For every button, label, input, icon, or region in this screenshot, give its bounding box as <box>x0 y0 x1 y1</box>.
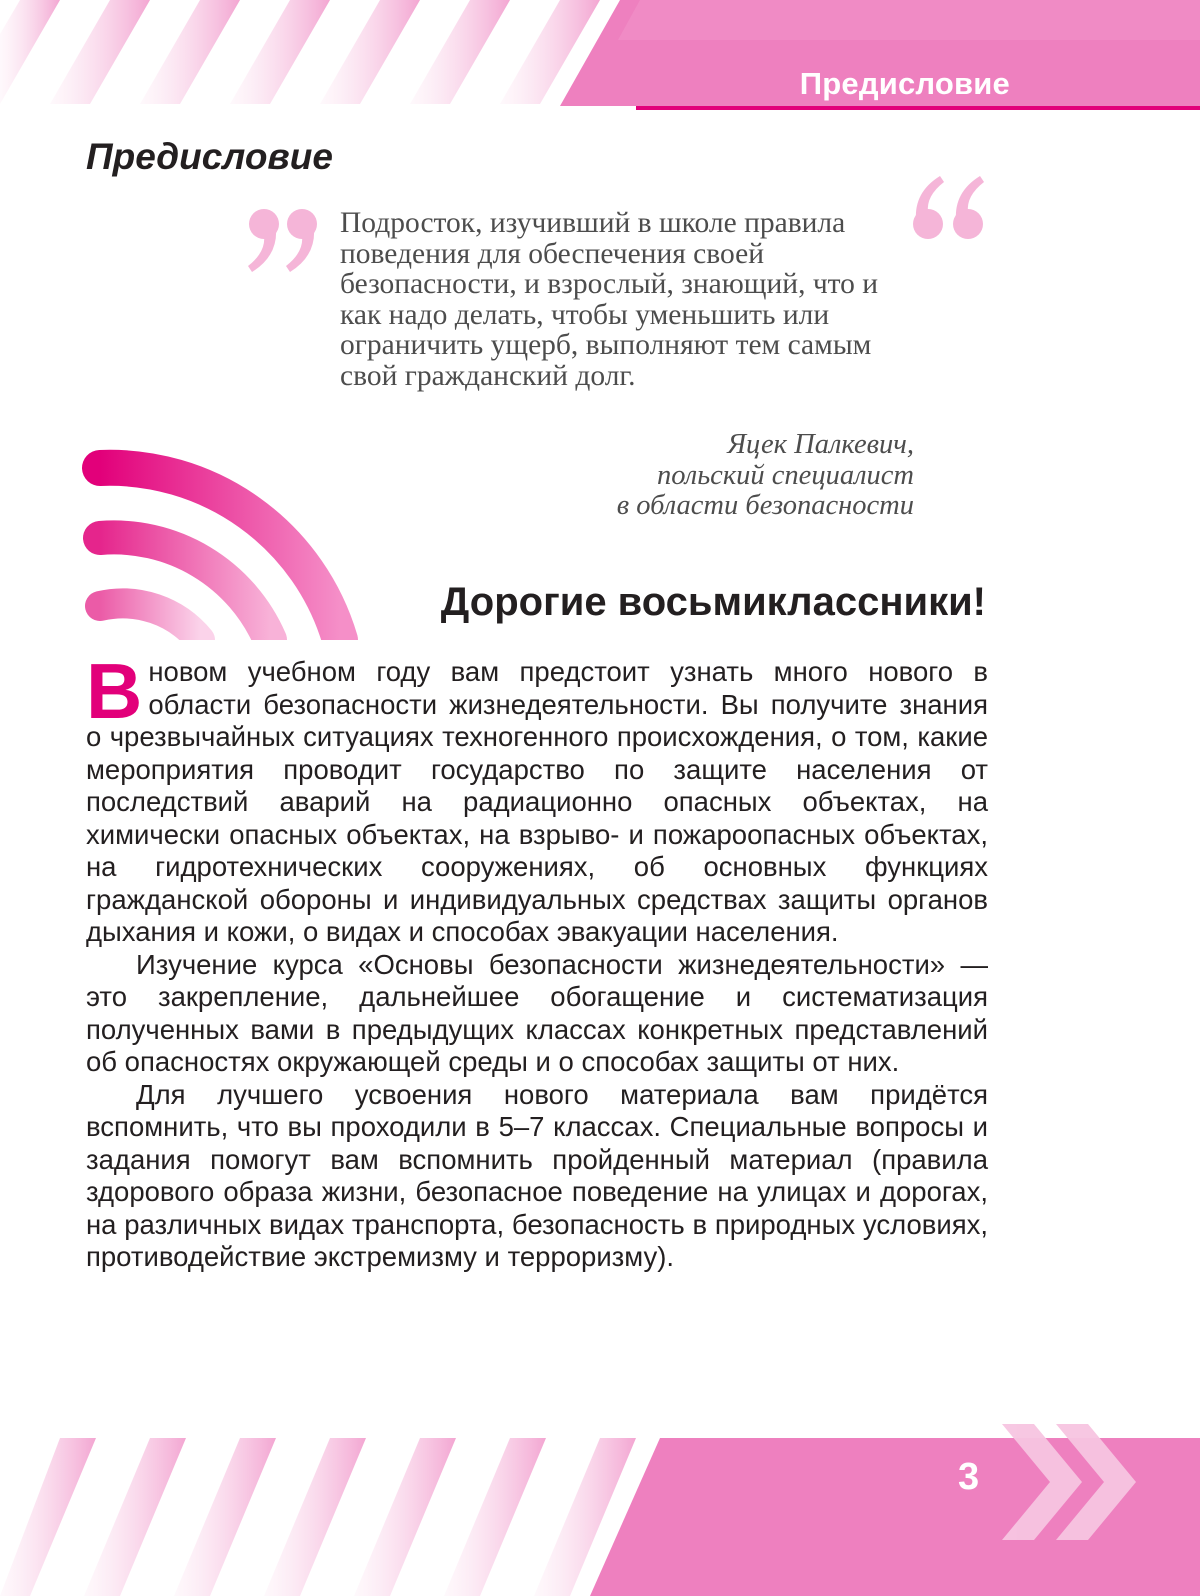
main-heading: Дорогие восьмиклассники! <box>440 580 986 624</box>
body-text <box>86 647 988 1274</box>
author-line: Яцек Палкевич, <box>727 429 914 460</box>
running-head: Предисловие <box>799 66 1010 101</box>
author-line: польский специалист <box>656 459 914 491</box>
closing-quote-icon <box>906 176 990 242</box>
header-rule <box>636 106 1200 110</box>
paragraph <box>86 647 988 949</box>
paragraph-text: новом учебном году вам предстоит узнать много нового в области безопасности жизнедеятельности. Вы получите знания о чрезвычайных ситуациях техногенного происхождения, о том, какие мероприятия проводит государство по защите населения от последствий аварий на радиационно опасных объектах, на химически опасных объектах, на взрыво- и пожароопасных объектах, на гидротехнических сооружениях, об основных функциях гражданской обороны и индивидуальных средствах защиты органов дыхания и кожи, о видах и способах эвакуации населения. <box>86 656 988 947</box>
double-chevron-right-icon[interactable] <box>1000 1420 1140 1550</box>
section-title: Предисловие <box>86 136 333 177</box>
page-number: 3 <box>958 1456 980 1498</box>
author-line: в области безопасности <box>616 490 914 521</box>
drop-cap: В <box>86 647 143 735</box>
header-band <box>0 0 1200 112</box>
epigraph-author <box>414 430 914 522</box>
opening-quote-icon <box>246 206 326 276</box>
paragraph: Для лучшего усвоения нового материала вам придётся вспомнить, что вы проходили в 5–7 классах. Специальные вопросы и задания помогут вам вспомнить пройденный материал (правила здорового образа жизни, безопасное поведение на улицах и дорогах, на различных видах транспорта, безопасность в природных условиях, противодействие экстремизму и терроризму). <box>86 1078 988 1272</box>
header-stripes <box>0 0 1200 112</box>
paragraph: Изучение курса «Основы безопасности жизнедеятельности» — это закрепление, дальнейшее обогащение и систематизация полученных вами в предыдущих классах конкретных представлений об опасностях окружающей среды и о способах защиты от них. <box>86 948 988 1077</box>
epigraph-text: Подросток, изучивший в школе правила поведения для обеспечения своей безопасности, и взрослый, знающий, что и как надо делать, чтобы уменьшить или ограничить ущерб, выполняют тем самым свой гражданский долг. <box>340 207 879 392</box>
decorative-arcs <box>0 420 360 640</box>
